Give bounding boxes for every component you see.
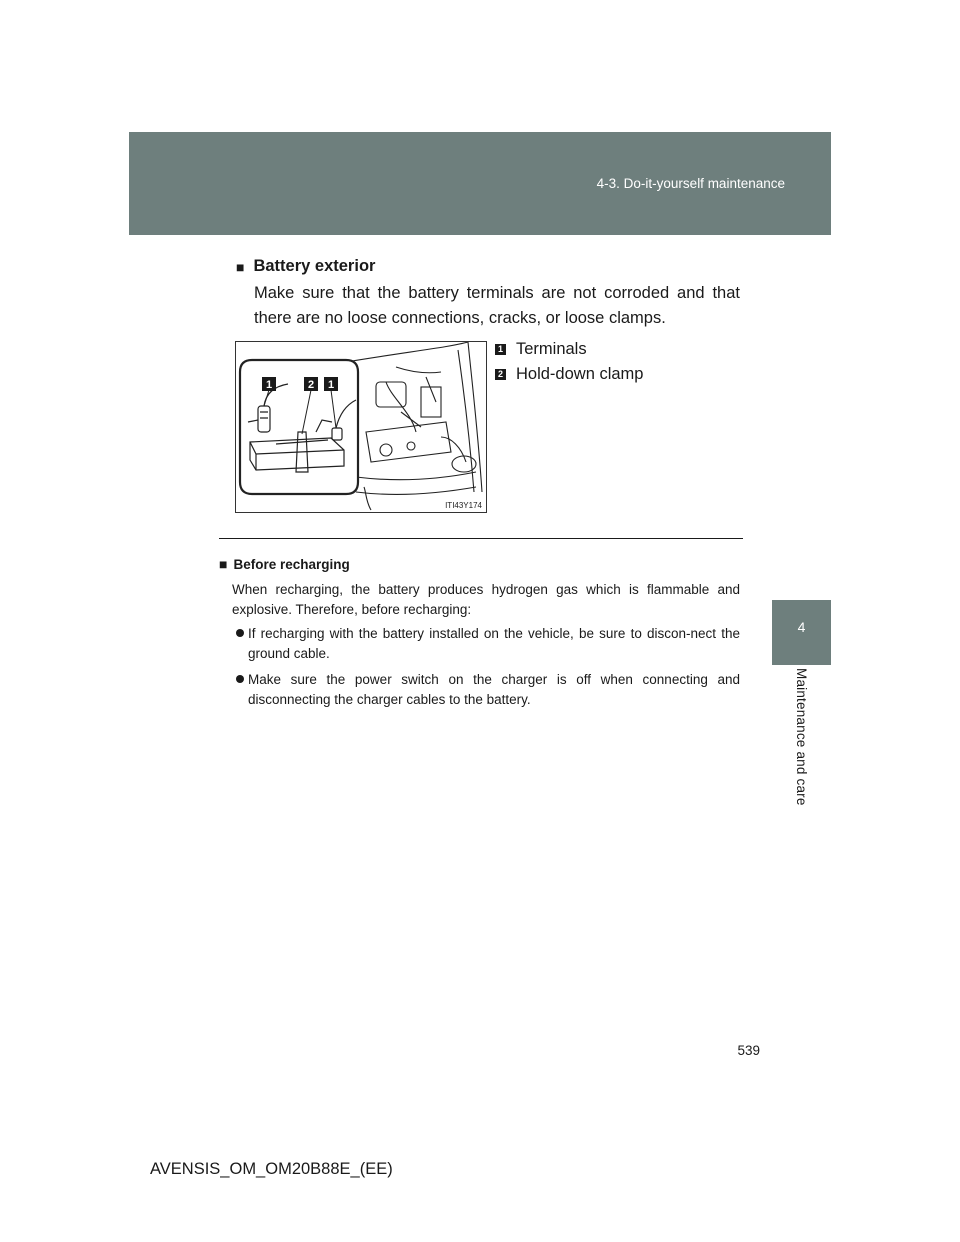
- section-divider: [219, 538, 743, 539]
- note-list: [236, 624, 740, 716]
- header-band: [129, 132, 831, 235]
- note-heading: [219, 556, 350, 572]
- bullet-dot-icon: [236, 675, 244, 683]
- note-heading-text: Before recharging: [233, 556, 350, 572]
- list-item: [236, 670, 740, 710]
- battery-exterior-body: Make sure that the battery terminals are not corroded and that there are no loose connections, cracks, or loose clamps.: [254, 284, 740, 327]
- list-item-text: Make sure the power switch on the charger is off when connecting and disconnecting the charger cables to the battery.: [248, 672, 740, 707]
- note-intro: When recharging, the battery produces hydrogen gas which is flammable and explosive. Therefore, before recharging:: [232, 582, 740, 617]
- legend-badge: 1: [495, 344, 506, 355]
- chapter-label-container: [772, 668, 831, 818]
- legend-item: [495, 337, 643, 362]
- document-code: AVENSIS_OM_OM20B88E_(EE): [150, 1160, 393, 1178]
- chapter-label: Maintenance and care: [794, 668, 809, 806]
- engine-bay-drawing: [236, 342, 486, 512]
- callout-2-text: 2: [307, 379, 315, 391]
- legend-label: Terminals: [516, 340, 587, 358]
- battery-illustration: [235, 341, 487, 513]
- figure-code: ITI43Y174: [445, 501, 482, 510]
- list-item-text: If recharging with the battery installed on the vehicle, be sure to discon-nect the ground cable.: [248, 626, 740, 661]
- heading-text: Battery exterior: [253, 257, 376, 275]
- callout-1-right-text: 1: [327, 379, 335, 391]
- chapter-tab: [772, 600, 831, 665]
- callout-2: [304, 377, 318, 391]
- callout-1-left: [262, 377, 276, 391]
- callout-1-left-text: 1: [265, 379, 273, 391]
- square-bullet-icon: ■: [236, 258, 245, 275]
- figure-legend: [495, 337, 643, 387]
- section-title: 4-3. Do-it-yourself maintenance: [596, 176, 785, 191]
- page-number: 539: [737, 1043, 760, 1058]
- callout-1-right: [324, 377, 338, 391]
- battery-exterior-heading: [236, 257, 375, 276]
- list-item: [236, 624, 740, 664]
- bullet-dot-icon: [236, 629, 244, 637]
- legend-badge: 2: [495, 369, 506, 380]
- legend-item: [495, 362, 643, 387]
- chapter-number: 4: [797, 619, 806, 635]
- square-bullet-icon: ■: [219, 556, 228, 572]
- legend-label: Hold-down clamp: [516, 365, 644, 383]
